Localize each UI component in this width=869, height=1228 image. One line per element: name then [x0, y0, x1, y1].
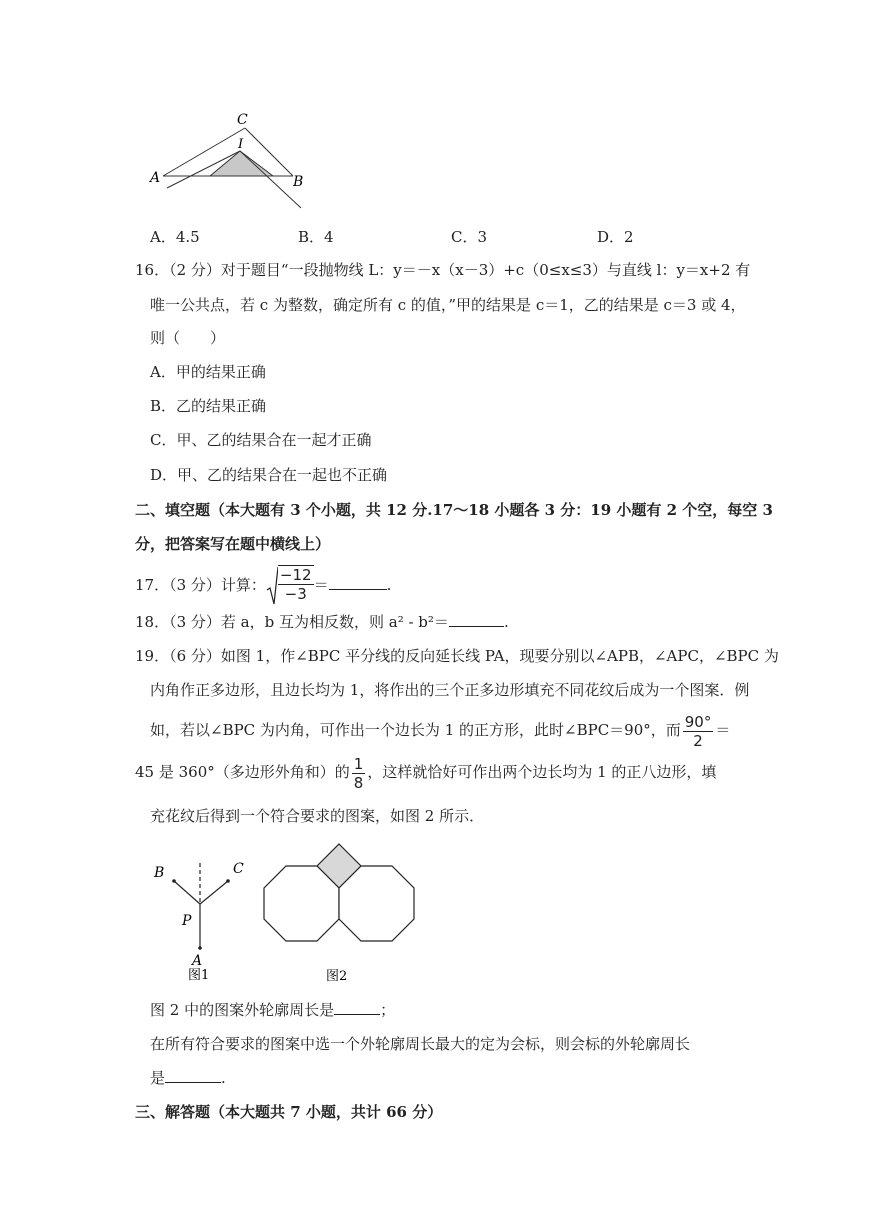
q19-equals: ＝ [715, 721, 731, 739]
q19-line1: 19．（6 分）如图 1，作∠BPC 平分线的反向延长线 PA，现要分别以∠APB，∠APC，∠BPC 为 [135, 647, 779, 665]
label-p: P [182, 913, 192, 929]
q19-line3 [150, 710, 730, 750]
q19-sub-b2-text: 是 [150, 1069, 166, 1087]
q17-numerator: −12 [279, 566, 312, 585]
q18 [135, 612, 509, 632]
octagon-left [264, 866, 339, 941]
q17-denominator: −3 [284, 585, 307, 604]
label-a: A [150, 170, 161, 186]
q19-sub-b-end: . [221, 1069, 226, 1087]
q19-line4 [135, 752, 716, 792]
q19-line5: 充花纹后得到一个符合要求的图案，如图 2 所示． [150, 807, 485, 825]
q19-line4-text-b: ，这样就恰好可作出两个边长均为 1 的正八边形，填 [367, 763, 717, 781]
figure1-caption: 图1 [188, 968, 210, 983]
q19-line4-text-a: 45 是 360°（多边形外角和）的 [135, 763, 350, 781]
q19-sub-a-text: 图 2 中的图案外轮廓周长是 [150, 1001, 335, 1019]
section3-heading: 三、解答题（本大题共 7 小题，共计 66 分） [135, 1103, 443, 1121]
option-d: D．2 [597, 228, 634, 246]
q19-frac1-numerator: 90° [684, 712, 712, 731]
q19-sub-a-blank[interactable] [334, 1000, 380, 1015]
q16-line3: 则（ ） [150, 329, 226, 347]
q17-period: . [386, 576, 392, 594]
q16-line1: 16．（2 分）对于题目“一段抛物线 L：y＝－x（x－3）+c（0≤x≤3）与直线 l：y＝x+2 有 [135, 261, 751, 279]
q19-sub-b: 在所有符合要求的图案中选一个外轮廓周长最大的定为会标，则会标的外轮廓周长 [150, 1035, 691, 1053]
q19-sub-a-end: ； [380, 1001, 396, 1019]
triangle-figure [145, 108, 315, 213]
label-b: B [293, 174, 304, 190]
q17 [135, 566, 391, 606]
label-c: C [233, 861, 244, 877]
q16-option-a: A．甲的结果正确 [150, 363, 266, 381]
q19-line3-text: 如，若以∠BPC 为内角，可作出一个边长为 1 的正方形，此时∠BPC＝90°，而 [150, 721, 681, 739]
q19-line2: 内角作正多边形，且边长均为 1，将作出的三个正多边形填充不同花纹后成为一个图案．例 [150, 681, 750, 699]
q17-answer-blank[interactable] [329, 575, 387, 590]
q16-option-c: C．甲、乙的结果合在一起才正确 [150, 431, 372, 449]
section2-heading-line1: 二、填空题（本大题有 3 个小题，共 12 分.17～18 小题各 3 分：19 小题有 2 个空，每空 3 [135, 501, 773, 519]
option-b: B．4 [298, 228, 334, 246]
q19-frac2-numerator: 1 [353, 754, 364, 773]
q18-text: 18．（3 分）若 a，b 互为相反数，则 a² - b²＝ [135, 613, 449, 631]
q17-equals: ＝ [313, 576, 329, 594]
sqrt-sign-icon [266, 566, 278, 606]
octagon-right [339, 866, 414, 941]
label-b: B [154, 865, 165, 881]
octagon-figure [250, 838, 435, 988]
q19-frac1-denominator: 2 [693, 731, 703, 750]
section2-heading-line2: 分，把答案写在题中横线上） [135, 535, 331, 553]
label-c: C [237, 112, 248, 128]
label-a: A [192, 953, 203, 969]
q19-sub-a [150, 1000, 395, 1020]
q18-answer-blank[interactable] [449, 612, 504, 627]
option-c: C．3 [451, 228, 488, 246]
q17-prefix: 17．（3 分）计算： [135, 576, 266, 594]
label-i: I [238, 137, 244, 152]
q16-line2: 唯一公共点，若 c 为整数，确定所有 c 的值，”甲的结果是 c＝1，乙的结果是 c＝3 或 4， [150, 296, 746, 314]
shaded-triangle [210, 151, 273, 176]
q16-option-d: D．甲、乙的结果合在一起也不正确 [150, 466, 388, 484]
q18-period: . [503, 613, 509, 631]
option-a: A．4.5 [150, 228, 200, 246]
figure2-caption: 图2 [326, 969, 348, 984]
angle-figure [148, 855, 258, 985]
q19-frac2-denominator: 8 [353, 773, 364, 792]
q16-option-b: B．乙的结果正确 [150, 397, 267, 415]
q19-sub-b-blank[interactable] [165, 1068, 221, 1083]
q19-sub-b2 [150, 1068, 226, 1088]
